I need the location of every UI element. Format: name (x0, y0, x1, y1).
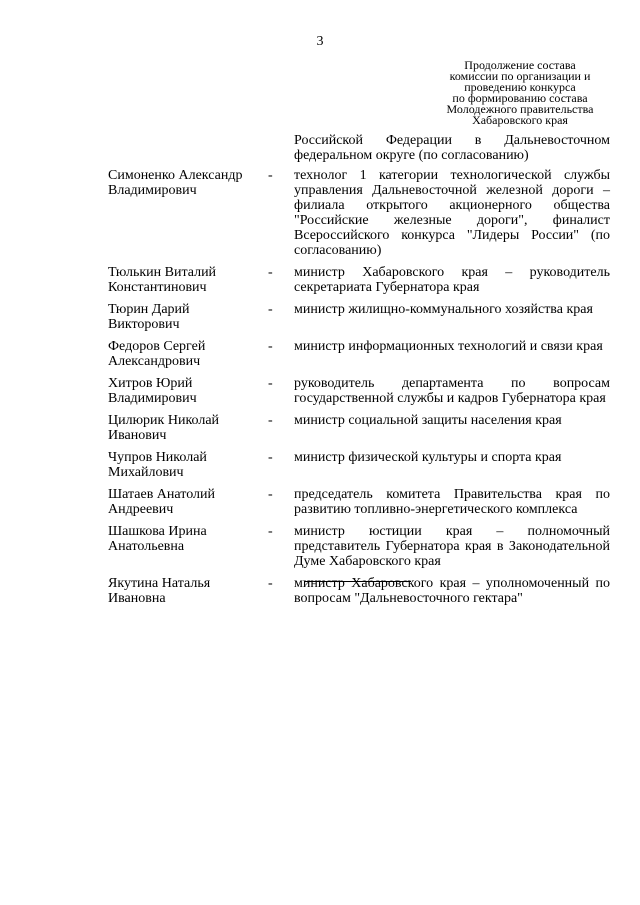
member-patronymic: Викторович (108, 317, 180, 332)
dash-separator: - (268, 265, 273, 280)
member-surname-firstname: Тюрин Дарий (108, 302, 190, 317)
header-line: комиссии по организации и (449, 69, 591, 83)
member-name (108, 302, 268, 332)
dash-separator: - (268, 339, 273, 354)
member-surname-firstname: Шашкова Ирина (108, 524, 207, 539)
member-patronymic: Константинович (108, 280, 207, 295)
member-entry (108, 302, 610, 332)
document-header (430, 60, 610, 126)
member-entry (108, 450, 610, 480)
member-name (108, 413, 268, 443)
member-surname-firstname: Якутина Наталья (108, 576, 211, 591)
member-entry (108, 487, 610, 517)
header-line: по формированию состава (452, 91, 588, 105)
member-patronymic: Александрович (108, 354, 201, 369)
dash-separator: - (268, 487, 273, 502)
header-line: Молодежного правительства (446, 102, 594, 116)
member-entry (108, 524, 610, 569)
member-name (108, 168, 268, 258)
member-patronymic: Иванович (108, 428, 167, 443)
dash-separator: - (268, 524, 273, 539)
member-patronymic: Ивановна (108, 591, 166, 606)
member-name (108, 450, 268, 480)
dash-separator: - (268, 302, 273, 317)
member-surname-firstname: Шатаев Анатолий (108, 487, 215, 502)
member-surname-firstname: Тюлькин Виталий (108, 265, 217, 280)
dash-separator: - (268, 168, 273, 183)
dash-separator: - (268, 413, 273, 428)
member-list (108, 168, 610, 613)
member-entry (108, 168, 610, 258)
member-position: министр физической культуры и спорта края (294, 450, 562, 465)
dash-separator: - (268, 450, 273, 465)
member-name (108, 524, 268, 569)
member-position: министр Хабаровского края – уполномоченный по вопросам "Дальневосточного гектара" (294, 576, 610, 606)
member-patronymic: Владимирович (108, 391, 197, 406)
member-surname-firstname: Хитров Юрий (108, 376, 193, 391)
member-name (108, 265, 268, 295)
member-position: министр жилищно-коммунального хозяйства края (294, 302, 593, 317)
member-entry (108, 376, 610, 406)
member-name (108, 487, 268, 517)
member-patronymic: Андреевич (108, 502, 174, 517)
member-patronymic: Михайлович (108, 465, 184, 480)
member-surname-firstname: Федоров Сергей (108, 339, 206, 354)
member-entry (108, 413, 610, 443)
dash-separator: - (268, 376, 273, 391)
member-position: руководитель департамента по вопросам государственной службы и кадров Губернатора края (294, 376, 610, 406)
member-patronymic: Владимирович (108, 183, 197, 198)
member-position: министр социальной защиты населения края (294, 413, 562, 428)
member-surname-firstname: Цилюрик Николай (108, 413, 220, 428)
member-position: председатель комитета Правительства края по развитию топливно-энергетического комплекса (294, 487, 610, 517)
member-position: министр Хабаровского края – руководитель секретариата Губернатора края (294, 265, 610, 295)
member-position: технолог 1 категории технологической службы управления Дальневосточной железной дороги – филиала открытого акционерного общества "Российские железные дороги", финалист Всероссийского конкурса "Лидеры России" (по согласованию) (294, 168, 610, 258)
member-name (108, 576, 268, 606)
header-line: проведению конкурса (464, 80, 576, 94)
header-line: Продолжение состава (464, 58, 576, 72)
continuation-text: Российской Федерации в Дальневосточном федеральном округе (по согласованию) (294, 133, 610, 163)
member-position: министр информационных технологий и связи края (294, 339, 603, 354)
member-position: министр юстиции края – полномочный представитель Губернатора края в Законодательной Думе Хабаровского края (294, 524, 610, 569)
member-patronymic: Анатольевна (108, 539, 185, 554)
member-entry (108, 339, 610, 369)
header-line: Хабаровского края (472, 113, 568, 127)
member-surname-firstname: Симоненко Александр (108, 168, 243, 183)
dash-separator: - (268, 576, 273, 591)
member-name (108, 339, 268, 369)
end-rule (305, 581, 411, 582)
page-number: 3 (316, 34, 324, 49)
member-surname-firstname: Чупров Николай (108, 450, 207, 465)
member-entry (108, 265, 610, 295)
member-name (108, 376, 268, 406)
